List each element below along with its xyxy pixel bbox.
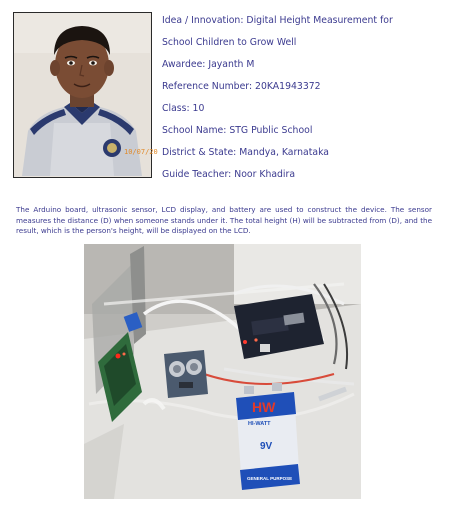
- school-name: School Name: STG Public School: [162, 125, 313, 136]
- photo-date-stamp: 10/07/20: [124, 148, 158, 156]
- battery-label: GENERAL PURPOSE: [247, 476, 293, 481]
- awardee-name: Awardee: Jayanth M: [162, 59, 255, 70]
- awardee-photo: [13, 12, 158, 178]
- battery-voltage: 9V: [260, 441, 273, 452]
- guide-teacher: Guide Teacher: Noor Khadira: [162, 169, 296, 180]
- battery-brand: HW: [252, 399, 276, 415]
- description-paragraph: The Arduino board, ultrasonic sensor, LCD display, and battery are used to construct the device. The sensor measures the distance (D) when someone stands under it. The total height (H) will be subtracted from (D), and the result, which is the person's height, will be displayed on the LCD.: [16, 205, 432, 235]
- district-state: District & State: Mandya, Karnataka: [162, 147, 330, 158]
- class-info: Class: 10: [162, 103, 205, 114]
- device-photo: [84, 244, 361, 499]
- battery-subbrand: HI-WATT: [248, 421, 271, 427]
- idea-title-line2: School Children to Grow Well: [162, 37, 297, 48]
- reference-number: Reference Number: 20KA1943372: [162, 81, 321, 92]
- idea-title-line1: Idea / Innovation: Digital Height Measurement for: [162, 15, 393, 26]
